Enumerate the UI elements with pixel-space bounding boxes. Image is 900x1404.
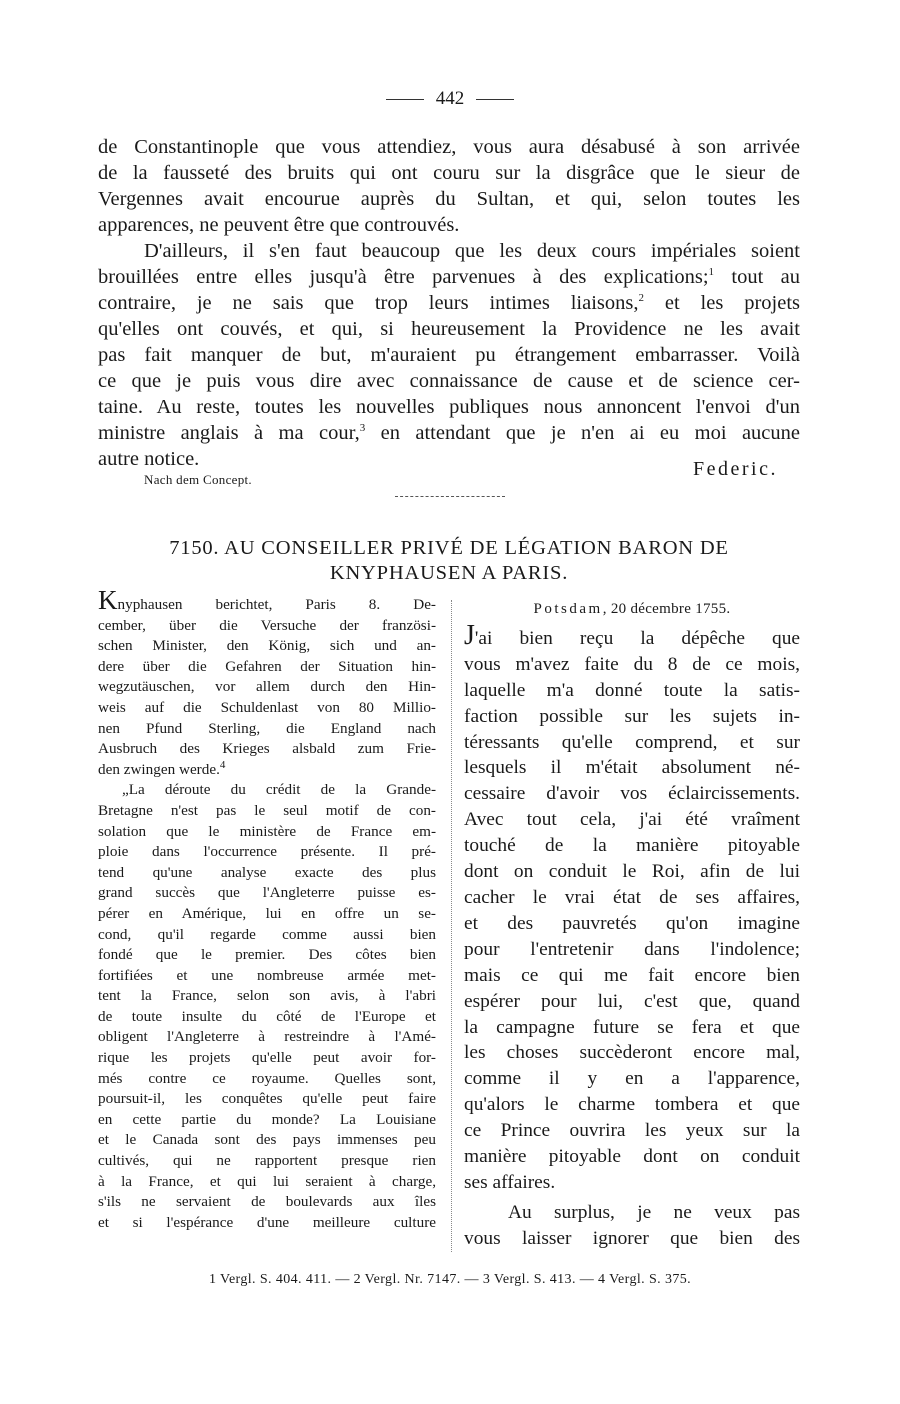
summary-line: Ausbruch des Krieges alsbald zum Frie- xyxy=(98,740,436,758)
quote-line: cultivés, qui ne rapportent presque rien xyxy=(98,1152,436,1170)
letter-line: vous m'avez faite du 8 de ce mois, xyxy=(464,653,800,675)
letter-line: qu'alors le charme tombera et que xyxy=(464,1094,800,1116)
text-line: contraire, je ne sais que trop leurs intimes liaisons,$^2$ et les projets xyxy=(98,292,800,314)
summary-line: weis auf die Schuldenlast von 80 Millio- xyxy=(98,698,436,716)
quote-line: fondé que le premier. Des côtes bien xyxy=(98,946,436,964)
letter-line: la campagne future se fera et que xyxy=(464,1016,800,1038)
letter-line: comme il y en a l'apparence, xyxy=(464,1068,800,1090)
summary-line: wegzutäuschen, vor allem durch den Hin- xyxy=(98,678,436,696)
text-line: de Constantinople que vous attendiez, vous aura désabusé à son arrivée xyxy=(98,136,800,158)
letter-line: ce Prince ouvrira les yeux sur la xyxy=(464,1120,800,1142)
quote-line: Bretagne n'est pas le seul motif de con- xyxy=(98,801,436,819)
quote-line: tent la France, selon son avis, à l'abri xyxy=(98,987,436,1005)
letter-line: cessaire d'avoir vos éclaircissements. xyxy=(464,783,800,805)
letter-line: J'ai bien reçu la dépêche que xyxy=(464,619,800,651)
letter-line: laquelle m'a donné toute la satis- xyxy=(464,679,800,701)
quote-line: tend qu'une analyse exacte des plus xyxy=(98,863,436,881)
source-note: Nach dem Concept. xyxy=(144,472,252,487)
main-text xyxy=(98,134,800,472)
footnote-mark: 1 xyxy=(708,266,715,279)
heading-line-1: 7150. AU CONSEILLER PRIVÉ DE LÉGATION BARON DE xyxy=(169,537,729,559)
page-number: 442 xyxy=(435,88,465,109)
footnote-mark: 3 xyxy=(359,422,366,435)
letter-line: Au surplus, je ne veux pas xyxy=(508,1201,800,1223)
page-header xyxy=(0,88,900,110)
text-line: ministre anglais à ma cour,$^3$ en attendant que je n'en ai eu moi aucune xyxy=(98,422,801,444)
footnote-mark: 2 xyxy=(638,292,644,305)
letter-line: téressants qu'elle comprend, et sur xyxy=(464,731,800,753)
quote-line: „La déroute du crédit de la Grande- xyxy=(122,781,436,799)
text-line: taine. Au reste, toutes les nouvelles publiques nous annoncent l'envoi d'un xyxy=(98,396,800,418)
quote-line: poursuit-il, les conquêtes qu'elle peut faire xyxy=(98,1090,436,1108)
quote-line: ploie dans l'occurrence présente. Il pré- xyxy=(98,843,436,861)
text-line: brouillées entre elles jusqu'à être parvenues à des explications;$^1$ tout au xyxy=(98,266,800,288)
letter-column xyxy=(464,597,800,1252)
quote-line: fortifiées et une nombreuse armée met- xyxy=(98,966,436,984)
text-line: ce que je puis vous dire avec connaissance de cause et de science cer- xyxy=(98,370,800,392)
letter-line: cacher le vrai état de ses affaires, xyxy=(464,886,800,908)
summary-line: den zwingen werde.$^4$ xyxy=(98,758,226,778)
letter-line: touché de la manière pitoyable xyxy=(464,835,800,857)
quote-line: solation que le ministère de France em- xyxy=(98,822,436,840)
text-line: apparences, ne peuvent être que controuvés. xyxy=(98,214,460,236)
letter-line: les choses succèderont encore mal, xyxy=(464,1042,800,1064)
quote-line: cond, qu'il regarde comme aussi bien xyxy=(98,925,436,943)
closing-row xyxy=(98,458,800,498)
summary-line: schen Minister, den König, sich und an- xyxy=(98,637,436,655)
text-line: D'ailleurs, il s'en faut beaucoup que les deux cours impériales soient xyxy=(144,240,800,262)
footnote-mark: 4 xyxy=(219,758,226,771)
quote-line: de toute insulte du côté de l'Europe et xyxy=(98,1007,436,1025)
column-rule xyxy=(451,600,452,1252)
text-line: autre notice. xyxy=(98,448,200,470)
header-dash-right xyxy=(476,99,514,100)
document-heading xyxy=(98,536,800,586)
document-number: 7150. xyxy=(169,537,220,559)
letter-line: espérer pour lui, c'est que, quand xyxy=(464,990,800,1012)
summary-line: cember, über die Versuche der französi- xyxy=(98,616,436,634)
section-separator xyxy=(395,496,505,497)
quote-line: rique les projets qu'elle peut avoir for- xyxy=(98,1049,436,1067)
quote-line: en cette partie du monde? La Louisiane xyxy=(98,1110,436,1128)
letter-line: faction possible sur les sujets in- xyxy=(464,705,800,727)
letter-line: et des pauvretés qu'on imagine xyxy=(464,912,800,934)
text-line: qu'elles ont couvés, et qui, si heureusement la Providence ne les avait xyxy=(98,318,800,340)
quote-line: s'ils ne servaient de boulevards aux îles xyxy=(98,1193,436,1211)
footnotes: 1 Vergl. S. 404. 411. — 2 Vergl. Nr. 7147. — 3 Vergl. S. 413. — 4 Vergl. S. 375. xyxy=(208,1272,692,1287)
dateline xyxy=(464,597,800,623)
letter-line: manière pitoyable dont on conduit xyxy=(464,1146,800,1168)
quote-line: et si l'espérance d'une meilleure culture xyxy=(98,1213,436,1231)
header-dash-left xyxy=(386,99,424,100)
quote-line: més contre ce royaume. Quelles sont, xyxy=(98,1069,436,1087)
letter-line: vous laisser ignorer que bien des xyxy=(464,1227,800,1249)
letter-line: Avec tout cela, j'ai été vraîment xyxy=(464,809,800,831)
dateline-place: Potsdam xyxy=(533,601,603,617)
summary-line: Knyphausen berichtet, Paris 8. De- xyxy=(98,585,436,615)
letter-line: pour l'entretenir dans l'indolence; xyxy=(464,938,800,960)
quote-line: pérer en Amérique, lui en offre un se- xyxy=(98,904,436,922)
quote-line: grand succès que l'Angleterre puisse es- xyxy=(98,884,436,902)
summary-line: dere über die Gefahren der Situation hin- xyxy=(98,657,436,675)
letter-line: lesquels il m'était absolument né- xyxy=(464,757,800,779)
letter-initial: J xyxy=(464,619,475,651)
signature: Federic. xyxy=(693,458,778,480)
text-line: Vergennes avait encourue auprès du Sultan, et qui, selon toutes les xyxy=(98,188,800,210)
quote-line: à la France, et qui lui seraient à charge, xyxy=(98,1172,436,1190)
letter-line: mais ce qui me fait encore bien xyxy=(464,964,800,986)
dateline-date: , 20 décembre 1755. xyxy=(602,601,731,617)
heading-line-2: KNYPHAUSEN A PARIS. xyxy=(329,562,569,584)
quote-line: et le Canada sont des pays immenses peu xyxy=(98,1131,436,1149)
letter-line: dont on conduit le Roi, afin de lui xyxy=(464,861,800,883)
text-line: de la fausseté des bruits qui ont couru sur la disgrâce que le sieur de xyxy=(98,162,800,184)
summary-column xyxy=(98,585,436,1233)
quote-line: obligent l'Angleterre à restreindre à l'Amé- xyxy=(98,1028,436,1046)
summary-line: nen Pfund Sterling, die England nach xyxy=(98,719,436,737)
letter-line: ses affaires. xyxy=(464,1171,556,1193)
summary-initial: K xyxy=(98,585,118,615)
text-line: pas fait manquer de but, m'auraient pu étrangement embarrasser. Voilà xyxy=(98,344,800,366)
